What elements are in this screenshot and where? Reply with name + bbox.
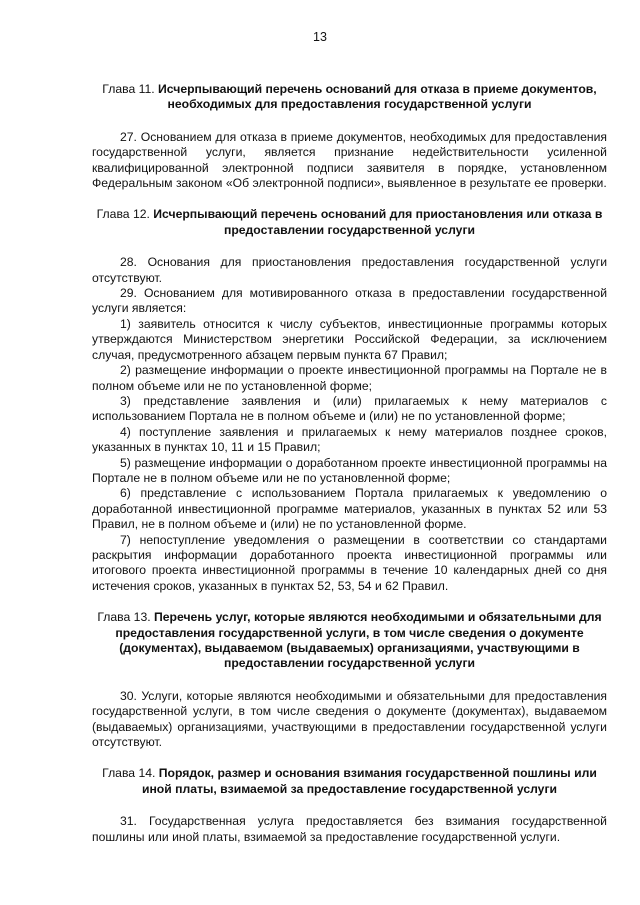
- paragraph-27: 27. Основанием для отказа в приеме документов, необходимых для предоставления государственной услуги, является признание недействительности усиленной квалифицированной электронной подписи заявителя в порядке, установленном Федеральным законом «Об электронной подписи», выявленное в результате ее проверки.: [92, 129, 607, 191]
- chapter-title: Исчерпывающий перечень оснований для отказа в приеме документов, необходимых для предоставления государственной услуги: [158, 82, 597, 112]
- chapter-title: Перечень услуг, которые являются необходимыми и обязательными для предоставления государственной услуги, в том числе сведения о документе (документах), выдаваемом (выдаваемых) организациями, участвующими в предоставлении государственной услуги: [115, 610, 602, 671]
- chapter-prefix: Глава 14.: [102, 766, 156, 781]
- page-content: [92, 82, 607, 845]
- chapter-prefix: Глава 12.: [96, 207, 150, 222]
- paragraph-30: 30. Услуги, которые являются необходимыми и обязательными для предоставления государственной услуги, в том числе сведения о документе (документах), выдаваемом (выдаваемых) организациями, участвующими в предоставлении государственной услуги отсутствуют.: [92, 688, 607, 750]
- list-item-3: 3) представление заявления и (или) прилагаемых к нему материалов с использованием Портала не в полном объеме и (или) не по установленной форме;: [92, 393, 607, 424]
- chapter-14: [92, 766, 607, 845]
- list-item-2: 2) размещение информации о проекте инвестиционной программы на Портале не в полном объеме или не по установленной форме;: [92, 363, 607, 393]
- chapter-heading: [92, 766, 607, 797]
- list-item-5: 5) размещение информации о доработанном проекте инвестиционной программы на Портале не в полном объеме или не по установленной форме;: [92, 455, 607, 485]
- chapter-13: [92, 610, 607, 750]
- chapter-title: Исчерпывающий перечень оснований для приостановления или отказа в предоставлении государственной услуги: [153, 207, 603, 237]
- chapter-heading: [92, 207, 607, 238]
- page-number: 13: [313, 30, 327, 44]
- chapter-heading: [92, 82, 607, 113]
- list-item-1: 1) заявитель относится к числу субъектов, инвестиционные программы которых утверждаются Министерством энергетики Российской Федерации, за исключением случая, предусмотренного абзацем первым пункта 67 Правил;: [92, 316, 607, 362]
- chapter-12: [92, 207, 607, 594]
- paragraph-29: 29. Основанием для мотивированного отказа в предоставлении государственной услуги является:: [92, 286, 607, 316]
- chapter-prefix: Глава 13.: [97, 610, 151, 625]
- list-item-7: 7) непоступление уведомления о размещении в соответствии со стандартами раскрытия информации доработанного проекта инвестиционной программы или итогового проекта инвестиционной программы в течение 10 календарных дней со дня истечения сроков, указанных в пунктах 52, 53, 54 и 62 Правил.: [92, 532, 607, 593]
- chapter-11: [92, 82, 607, 191]
- paragraph-31: 31. Государственная услуга предоставляется без взимания государственной пошлины или иной платы, взимаемой за предоставление государственной услуги.: [92, 814, 607, 844]
- paragraph-28: 28. Основания для приостановления предоставления государственной услуги отсутствуют.: [92, 255, 607, 285]
- chapter-title: Порядок, размер и основания взимания государственной пошлины или иной платы, взимаемой за предоставление государственной услуги: [141, 766, 597, 796]
- chapter-heading: [92, 610, 607, 672]
- list-item-6: 6) представление с использованием Портала прилагаемых к уведомлению о доработанной инвестиционной программе материалов, указанных в пунктах 52 или 53 Правил, не в полном объеме и (или) не по установленной форме.: [92, 486, 607, 532]
- chapter-prefix: Глава 11.: [102, 82, 155, 96]
- list-item-4: 4) поступление заявления и прилагаемых к нему материалов позднее сроков, указанных в пунктах 10, 11 и 15 Правил;: [92, 424, 607, 455]
